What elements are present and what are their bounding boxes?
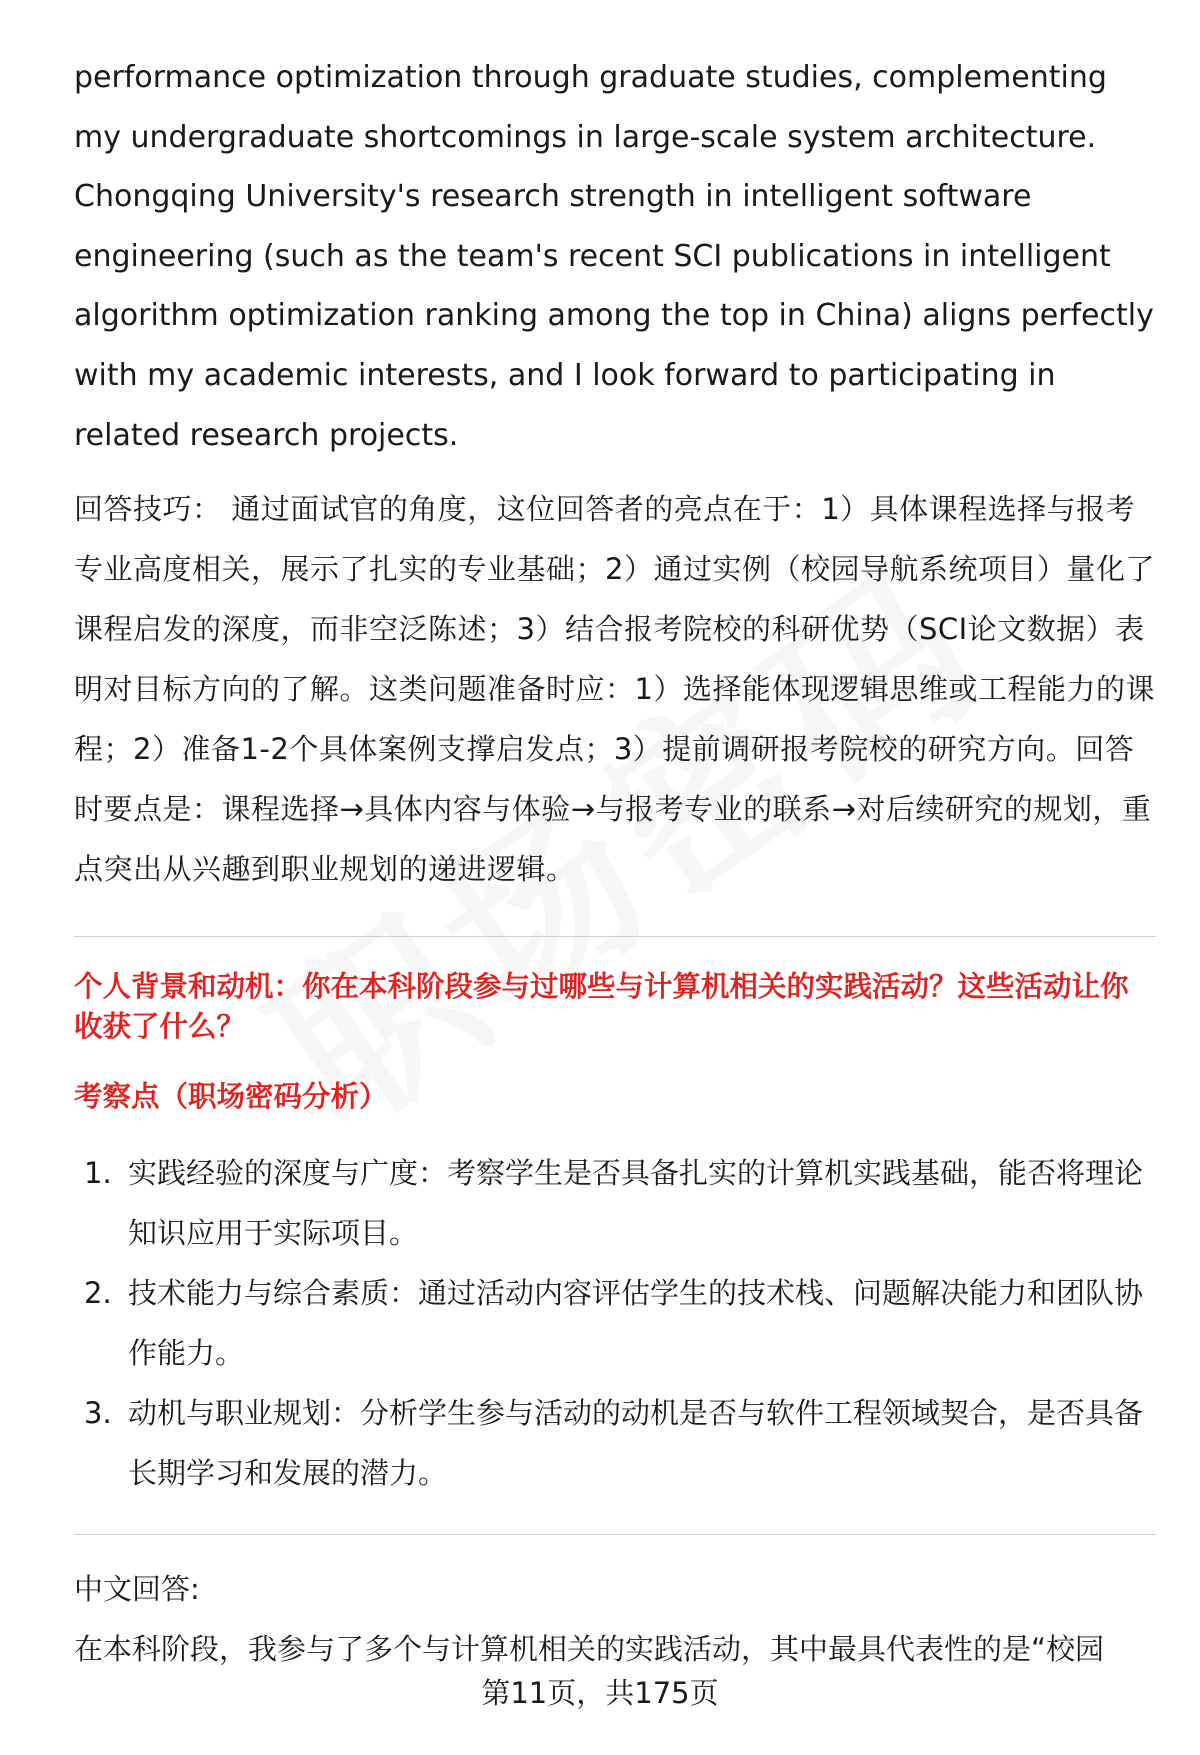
tips-paragraph: 回答技巧： 通过面试官的角度，这位回答者的亮点在于：1）具体课程选择与报考专业高度相关，展示了扎实的专业基础；2）通过实例（校园导航系统项目）量化了课程启发的深度，而非空泛陈述；3）结合报考院校的科研优势（SCI论文数据）表明对目标方向的了解。这类问题准备时应：1）选择能体现逻辑思维或工程能力的课程；2）准备1-2个具体案例支撑启发点；3）提前调研报考院校的研究方向。回答时要点是：课程选择→具体内容与体验→与报考专业的联系→对后续研究的规划，重点突出从兴趣到职业规划的递进逻辑。: [74, 492, 1155, 887]
answer-label: 中文回答:: [74, 1572, 200, 1607]
analysis-points-list: [74, 1143, 1156, 1503]
page-content: [74, 48, 1156, 1679]
list-item: [74, 1383, 1156, 1503]
english-paragraph: performance optimization through graduate studies, complementing my undergraduate shortcomings in large-scale system architecture. Chongqing University's research strength in intelligent software engineering (such as the team's recent SCI publications in intelligent algorithm optimization ranking among the top in China) aligns perfectly with my academic interests, and I look forward to participating in related research projects.: [74, 60, 1154, 453]
list-item-number: 2.: [84, 1276, 112, 1311]
list-item-number: 1.: [84, 1156, 112, 1191]
section-divider: [74, 936, 1156, 937]
list-item-text: 技术能力与综合素质：通过活动内容评估学生的技术栈、问题解决能力和团队协作能力。: [128, 1276, 1144, 1371]
list-item: [74, 1263, 1156, 1383]
list-item: [74, 1143, 1156, 1263]
list-item-text: 实践经验的深度与广度：考察学生是否具备扎实的计算机实践基础，能否将理论知识应用于实际项目。: [128, 1156, 1144, 1251]
list-item-text: 动机与职业规划：分析学生参与活动的动机是否与软件工程领域契合，是否具备长期学习和发展的潜力。: [128, 1396, 1144, 1491]
section-divider: [74, 1534, 1156, 1535]
page-number-footer: 第11页，共175页: [481, 1676, 719, 1710]
question-heading: 个人背景和动机：你在本科阶段参与过哪些与计算机相关的实践活动？这些活动让你收获了什么？: [74, 970, 1129, 1044]
list-item-number: 3.: [84, 1396, 112, 1431]
answer-text: 在本科阶段，我参与了多个与计算机相关的实践活动，其中最具代表性的是“校园: [74, 1632, 1105, 1667]
analysis-heading: 考察点（职场密码分析）: [74, 1080, 388, 1114]
